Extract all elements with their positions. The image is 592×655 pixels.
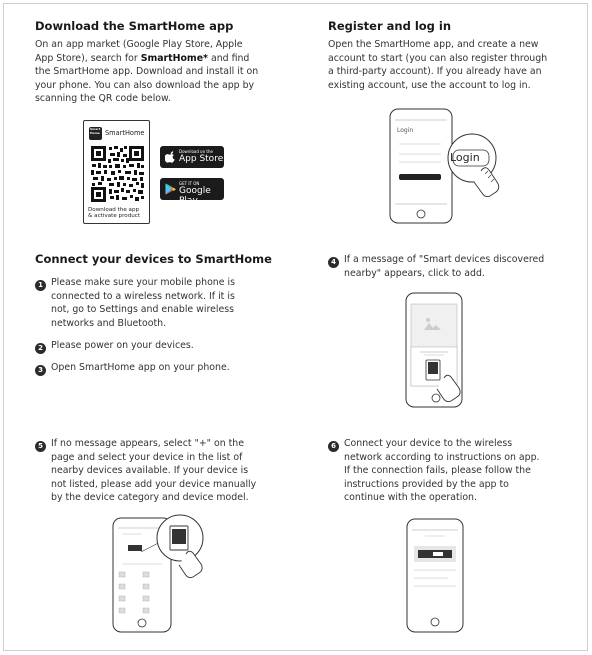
download-line-4: your phone. You can also download the app by: [35, 79, 255, 91]
login-screen-label: Login: [397, 127, 414, 134]
login-button-zoom: Login: [450, 151, 480, 164]
download-line-1: On an app market (Google Play Store, Apple: [35, 39, 243, 50]
download-line-2: App Store), search for SmartHome* and find: [35, 52, 250, 64]
qr-code[interactable]: [90, 145, 145, 203]
connect-title: Connect your devices to SmartHome: [35, 252, 272, 266]
smarthome-logo: Smart Home: [89, 127, 102, 140]
download-paragraph: [35, 38, 285, 106]
download-title: Download the SmartHome app: [35, 19, 234, 33]
step-number-1: 1: [35, 280, 46, 291]
smarthome-keyword: SmartHome*: [140, 52, 208, 64]
register-paragraph: Open the SmartHome app, and create a new account to start (you can also register through a third-party account). If you already have an existing account, use the account to log in.: [328, 39, 548, 91]
google-play-badge[interactable]: GET IT ON Google Play: [160, 178, 224, 200]
qr-brand-name: SmartHome: [105, 129, 145, 137]
app-store-badge[interactable]: Download on the App Store: [160, 146, 224, 168]
step-number-3: 3: [35, 365, 46, 376]
google-play-icon: [165, 183, 176, 195]
discovery-illustration: [400, 292, 470, 410]
step-number-6: 6: [328, 441, 339, 452]
apple-icon: [165, 151, 176, 163]
download-line-5: scanning the QR code below.: [35, 93, 171, 105]
qr-caption: Download the app & activate product: [88, 207, 141, 220]
download-line-3: the SmartHome app. Download and install it on: [35, 66, 259, 78]
step-number-2: 2: [35, 343, 46, 354]
login-illustration: [385, 108, 515, 226]
manual-add-illustration: [108, 512, 213, 634]
qr-card: [83, 120, 150, 224]
step-number-5: 5: [35, 441, 46, 452]
step-number-4: 4: [328, 257, 339, 268]
wifi-connect-illustration: [403, 518, 468, 634]
register-title: Register and log in: [328, 19, 452, 33]
